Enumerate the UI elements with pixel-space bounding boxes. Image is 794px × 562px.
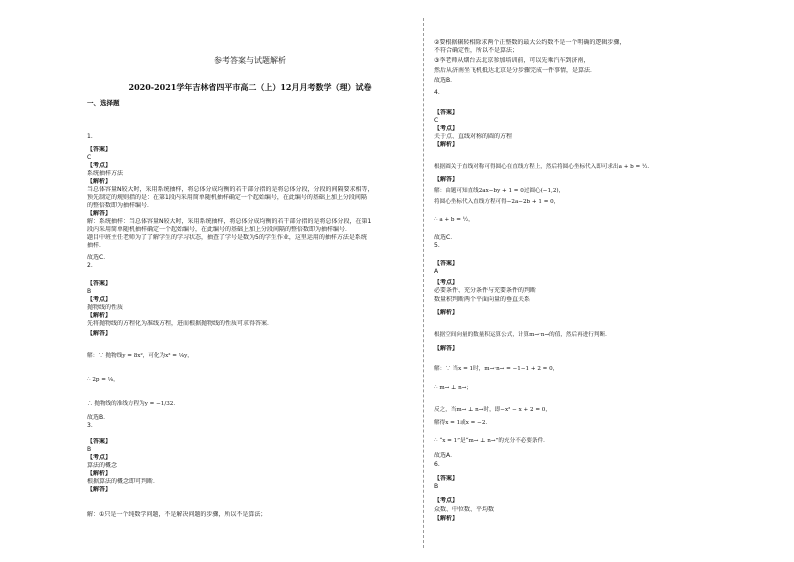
left-line: C: [87, 154, 92, 161]
left-line: 解：①只是一个纯数学问题，不是解决问题的步骤，所以不是算法；: [87, 511, 267, 518]
right-line: ②要根据辗转相除求两个正整数的最大公约数不是一个明确的逻辑步骤，: [434, 39, 626, 46]
left-line: 的整倍数即为抽样编号．: [87, 202, 154, 209]
right-line: 5.: [434, 242, 440, 249]
right-line: 【考点】: [434, 125, 459, 132]
right-line: 必要条件、充分条件与充要条件的判断: [434, 287, 537, 294]
right-line: 故选C．: [434, 234, 457, 241]
right-line: 【答案】: [434, 475, 459, 482]
left-line: 抽样．: [87, 242, 106, 249]
right-line: 然后从济南坐飞机抵达北京是分步骤完成一件事情，是算法．: [434, 67, 597, 74]
left-line: 【考点】: [87, 162, 112, 169]
left-line: 1.: [87, 133, 93, 140]
right-line: ∴ m→ ⊥ n→；: [434, 385, 473, 391]
left-line: 2.: [87, 262, 93, 269]
right-line: ∴ a + b = ½，: [434, 217, 474, 223]
right-line: ∴ “x = 1”是“m→ ⊥ n→”的充分不必要条件．: [434, 438, 549, 444]
left-line: 算法的概念: [87, 462, 118, 469]
right-line: 【解析】: [434, 309, 459, 316]
right-line: 【答案】: [434, 260, 459, 267]
right-line: 故选A．: [434, 452, 457, 459]
left-line: 【答案】: [87, 280, 112, 287]
left-line: B: [87, 288, 92, 295]
right-line: 【解析】: [434, 141, 459, 148]
left-line: ∴ 2p = ⅛，: [87, 377, 119, 383]
right-line: 【考点】: [434, 279, 459, 286]
right-line: 解得x = 1或x = −2．: [434, 420, 491, 426]
header-title: 参考答案与试题解析: [214, 56, 286, 65]
right-line: 不符合确定性，所以不是算法；: [434, 47, 519, 54]
left-line: 【考点】: [87, 454, 112, 461]
left-line: 系统抽样方法: [87, 170, 124, 177]
section-heading: 一、选择题: [87, 99, 120, 107]
right-line: 解：∵ 当x = 1时，m→·n→ = −1−1 + 2 = 0，: [434, 366, 559, 372]
right-line: ③李老师从烟台去北京参加培训前，可以先乘汽车到济南，: [434, 57, 590, 64]
right-line: 6.: [434, 461, 440, 468]
left-line: 故选C．: [87, 254, 110, 261]
left-line: 段内采用简单随机抽样确定一个起始编号，在此编号的基础上加上分段间隔的整倍数即为抽样编号．: [87, 226, 352, 233]
right-line: 4.: [434, 89, 440, 96]
column-divider: [423, 18, 424, 548]
left-line: 先将抛物线的方程化为准线方程，进而根据抛物线的性质可求得答案．: [87, 320, 274, 327]
left-line: 3.: [87, 422, 93, 429]
right-line: 将圆心坐标代入直线方程可得−2a−2b + 1 = 0，: [434, 199, 560, 205]
left-line: 抛物线的性质: [87, 304, 124, 311]
right-line: 根据圆关于直线对称可得圆心在直线方程上，然后将圆心坐标代入即可求出a + b = ½．: [434, 164, 654, 170]
right-line: 反之，当m→ ⊥ n→时，即−x² − x + 2 = 0，: [434, 407, 551, 413]
right-line: 数量积判断两个平面向量的垂直关系: [434, 296, 531, 303]
right-line: A: [434, 268, 439, 275]
left-line: 【解析】: [87, 470, 112, 477]
left-line: 【答案】: [87, 438, 112, 445]
left-line: 解：系统抽样：当总体容量N较大时，采用系统抽样，将总体分成均衡的若干部分指的是将总体分段，在第1: [87, 218, 372, 225]
left-line: 当总体容量N较大时，采用系统抽样，将总体分成均衡的若干部分指的是将总体分段，分段的间隔要求相等，: [87, 186, 374, 193]
left-line: 根据算法的概念即可判断．: [87, 478, 160, 485]
right-line: 【答案】: [434, 109, 459, 116]
right-line: 根据空间向量的数量积运算公式，计算m→·n→的值，然后再进行判断．: [434, 332, 611, 338]
left-line: 故选B．: [87, 414, 110, 421]
left-line: 预先制定的规则指的是：在第1段内采用简单随机抽样确定一个起始编号，在此编号的基础上加上分段间隔: [87, 194, 367, 201]
left-line: 【解析】: [87, 178, 112, 185]
left-line: 【考点】: [87, 296, 112, 303]
left-line: 解：∵ 抛物线y = 8x²，可化为x² = ⅛y，: [87, 353, 193, 359]
exam-title: 2020-2021学年吉林省四平市高二（上）12月月考数学（理）试卷: [128, 82, 372, 92]
left-line: 【解答】: [87, 210, 112, 217]
right-line: 解：由题可知直线2ax−by + 1 = 0过圆心(−1,2)，: [434, 188, 565, 194]
right-line: 关于点、直线对称的圆的方程: [434, 133, 513, 140]
right-line: 【考点】: [434, 497, 459, 504]
left-line: ∴ 抛物线的准线方程为y = −1/32．: [87, 401, 179, 407]
right-line: 【解析】: [434, 515, 459, 522]
left-line: B: [87, 446, 92, 453]
right-line: 【解答】: [434, 176, 459, 183]
left-line: 【解析】: [87, 312, 112, 319]
right-line: C: [434, 117, 439, 124]
right-line: 【解答】: [434, 345, 459, 352]
right-line: B: [434, 483, 439, 490]
left-line: 【答案】: [87, 146, 112, 153]
left-line: 【解答】: [87, 330, 112, 337]
left-line: 【解答】: [87, 486, 112, 493]
right-line: 故选B．: [434, 77, 457, 84]
right-line: 众数、中位数、平均数: [434, 506, 495, 513]
left-line: 题目中班主任老师为了了解学生的学习状态，抽查了学号是数为5的学生作业，这里运用的抽样方法是系统: [87, 234, 367, 241]
